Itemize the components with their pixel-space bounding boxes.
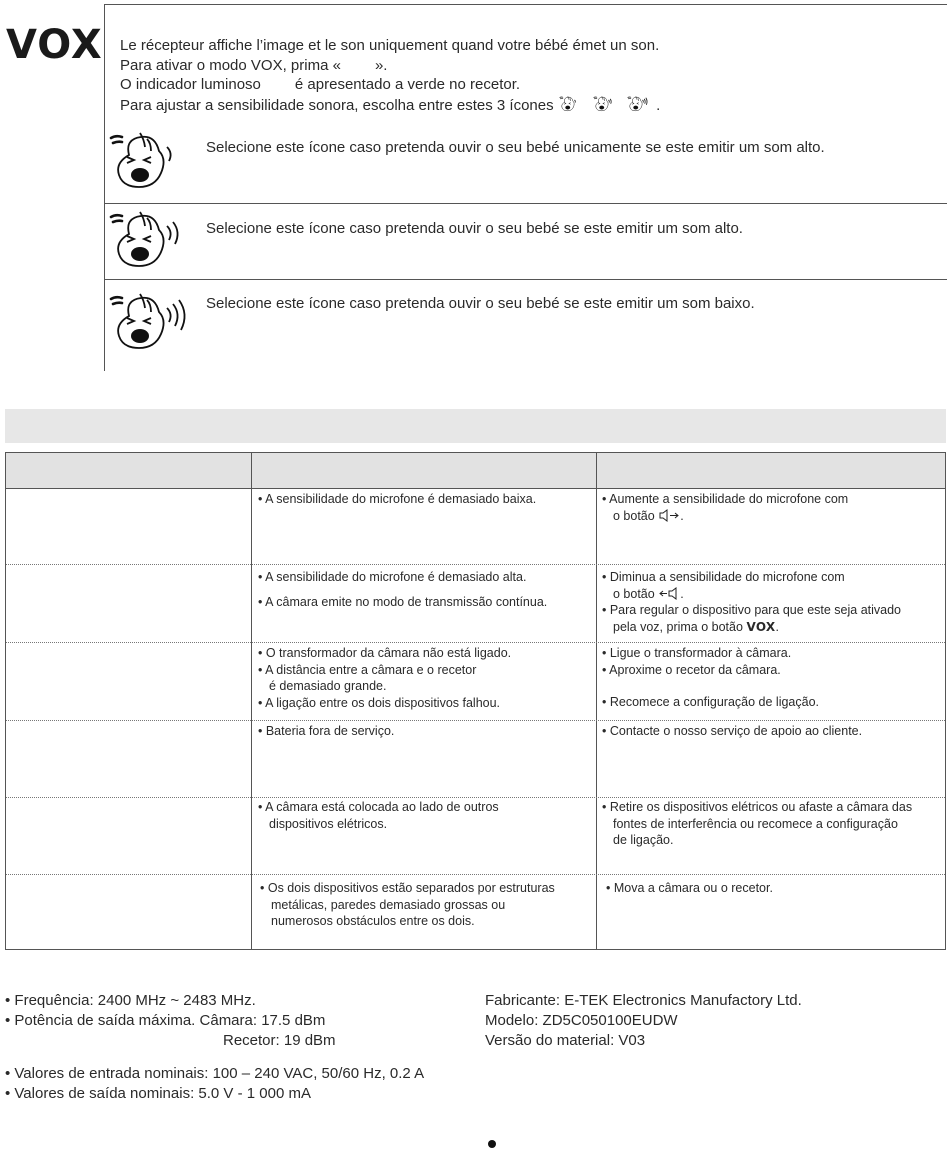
- baby-sound-level-3-icon: [626, 95, 652, 113]
- cause-text: • A distância entre a câmara e o recetor: [258, 662, 477, 677]
- baby-sound-level-3-icon: [107, 290, 197, 356]
- sensitivity-option-2: [105, 203, 947, 280]
- intro-line-4-end: .: [656, 96, 661, 114]
- spec-output-power-receiver: Recetor: 19 dBm: [223, 1032, 336, 1049]
- row-divider: [6, 874, 945, 875]
- table-header-row: [6, 453, 945, 489]
- intro-line-3-text: O indicador luminoso: [120, 76, 261, 93]
- volume-down-icon: [658, 587, 680, 600]
- solution-text-line-2: [602, 508, 942, 525]
- intro-line-2-text: Para ativar o modo VOX, prima «: [120, 56, 341, 74]
- volume-up-icon: [658, 509, 680, 522]
- baby-sound-level-1-icon: [107, 129, 197, 195]
- intro-line-3-end: é apresentado a verde no recetor.: [294, 76, 521, 93]
- spec-output-power: • Potência de saída máxima. Câmara: 17.5 dBm: [5, 1012, 326, 1029]
- solution-text: • Mova a câmara ou o recetor.: [606, 881, 773, 895]
- cause-text: é demasiado grande.: [269, 679, 387, 693]
- table-row-5-solution: [602, 799, 944, 849]
- table-row-3-solution: [602, 645, 942, 711]
- solution-text: .: [680, 586, 684, 601]
- table-row-6-solution: [606, 880, 942, 897]
- sensitivity-option-3-text: Selecione este ícone caso pretenda ouvir o seu bebé se este emitir um som baixo.: [206, 295, 755, 312]
- spec-frequency: • Frequência: 2400 MHz ~ 2483 MHz.: [5, 992, 256, 1009]
- spec-output-values: • Valores de saída nominais: 5.0 V - 1 000 mA: [5, 1085, 311, 1102]
- specs-right: [485, 991, 935, 1051]
- solution-text: pela voz, prima o botão: [613, 619, 743, 634]
- solution-text: • Aumente a sensibilidade do microfone com: [602, 492, 849, 506]
- sensitivity-option-3: [105, 279, 947, 372]
- specs-left: [5, 991, 475, 1104]
- spacer: [5, 1051, 475, 1064]
- row-divider: [6, 564, 945, 565]
- spec-manufacturer: Fabricante: E-TEK Electronics Manufactory Ltd.: [485, 992, 802, 1009]
- spacer: [602, 678, 942, 694]
- row-divider: [6, 642, 945, 643]
- intro-line-1: Le récepteur affiche l’image et le son uniquement quand votre bébé émet un son.: [120, 37, 660, 54]
- baby-sound-level-2-icon: [592, 95, 618, 113]
- cause-text: metálicas, paredes demasiado grossas ou: [271, 897, 506, 912]
- cause-text: • A ligação entre os dois dispositivos falhou.: [258, 695, 501, 710]
- table-row-4-solution: [602, 723, 942, 740]
- solution-text: • Aproxime o recetor da câmara.: [602, 662, 781, 677]
- solution-text: • Retire os dispositivos elétricos ou afaste a câmara das: [602, 800, 913, 814]
- table-row-1-cause: [258, 491, 588, 508]
- solution-text-line-2: [602, 586, 942, 603]
- vox-title: VOX: [6, 22, 103, 68]
- cause-text: numerosos obstáculos entre os dois.: [271, 914, 475, 928]
- intro-line-3: [120, 75, 940, 95]
- table-row-4-cause: [258, 723, 588, 740]
- solution-text: • Ligue o transformador à câmara.: [602, 646, 792, 660]
- solution-text: fontes de interferência ou recomece a configuração: [613, 816, 898, 831]
- vox-button-label: VOX: [746, 619, 776, 634]
- solution-text: • Para regular o dispositivo para que este seja ativado: [602, 603, 901, 617]
- cause-text: dispositivos elétricos.: [269, 816, 388, 831]
- page-marker-dot: [488, 1140, 496, 1148]
- sensitivity-option-2-text: Selecione este ícone caso pretenda ouvir o seu bebé se este emitir um som alto.: [206, 220, 743, 237]
- table-row-2-solution: [602, 569, 942, 635]
- cause-text: • Os dois dispositivos estão separados por estruturas: [260, 881, 555, 895]
- cause-text: • A câmara está colocada ao lado de outros: [258, 800, 499, 814]
- table-row-3-cause: [258, 645, 588, 711]
- solution-text: • Recomece a configuração de ligação.: [602, 695, 820, 709]
- solution-text: .: [775, 619, 779, 634]
- baby-sound-level-1-icon: [558, 95, 584, 113]
- row-divider: [6, 797, 945, 798]
- spec-input-values: • Valores de entrada nominais: 100 – 240 VAC, 50/60 Hz, 0.2 A: [5, 1065, 425, 1082]
- troubleshooting-table: [5, 452, 946, 950]
- sensitivity-option-1-text: Selecione este ícone caso pretenda ouvir o seu bebé unicamente se este emitir um som alto.: [206, 139, 825, 156]
- sensitivity-option-1: [105, 123, 947, 203]
- solution-text: .: [680, 508, 684, 523]
- intro-line-2-end: ».: [374, 56, 388, 74]
- table-row-1-solution: [602, 491, 942, 524]
- section-header-band: [5, 409, 946, 443]
- solution-text: o botão: [613, 586, 655, 601]
- spec-material-version: Versão do material: V03: [485, 1032, 646, 1049]
- vox-section: [104, 4, 947, 371]
- cause-text: • A câmara emite no modo de transmissão contínua.: [258, 594, 548, 609]
- cause-text: • A sensibilidade do microfone é demasiado baixa.: [258, 492, 537, 506]
- table-row-2-cause: [258, 569, 588, 610]
- solution-text: o botão: [613, 508, 655, 523]
- table-row-6-cause: [260, 880, 590, 930]
- table-row-5-cause: [258, 799, 588, 832]
- solution-text-line-2: [602, 619, 942, 636]
- intro-line-4: [120, 95, 940, 116]
- cause-text: • A sensibilidade do microfone é demasiado alta.: [258, 570, 527, 584]
- spec-model: Modelo: ZD5C050100EUDW: [485, 1012, 678, 1029]
- row-divider: [6, 720, 945, 721]
- solution-text: de ligação.: [613, 833, 674, 847]
- baby-sound-level-2-icon: [107, 208, 197, 274]
- spacer: [258, 586, 588, 594]
- intro-line-4-text: Para ajustar a sensibilidade sonora, escolha entre estes 3 ícones: [120, 96, 554, 114]
- solution-text: • Diminua a sensibilidade do microfone com: [602, 570, 845, 584]
- cause-text: • O transformador da câmara não está ligado.: [258, 646, 512, 660]
- cause-text: • Bateria fora de serviço.: [258, 724, 395, 738]
- intro-line-2: [120, 56, 940, 76]
- solution-text: • Contacte o nosso serviço de apoio ao cliente.: [602, 724, 863, 738]
- vox-intro: [120, 36, 940, 115]
